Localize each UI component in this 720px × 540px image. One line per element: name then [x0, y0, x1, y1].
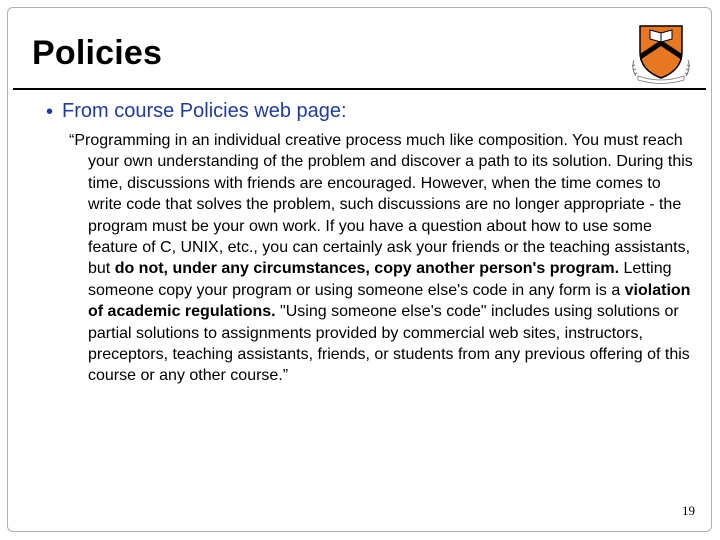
- page-number: 19: [682, 503, 695, 518]
- quote-emphasis: do not, under any circumstances, copy another person's program.: [114, 260, 620, 278]
- bullet-text: From course Policies web page:: [62, 100, 347, 122]
- policy-quote: [69, 130, 694, 387]
- quote-text: Letting someone copy your program or using someone else's code in any form is a: [88, 260, 672, 299]
- slide-title: Policies: [32, 34, 163, 72]
- quote-text: “Programming in an individual creative process much like composition. You must reach your own understanding of the problem and discover a path to its solution. During this time, discussions with friends are encouraged. However, when the time comes to write code that solves the problem, such discussions are no longer appropriate - the program must be your own work. If you have a question about how to use some feature of C, UNIX, etc., you can certainly ask your friends or the teaching assistants, but: [69, 132, 693, 278]
- princeton-shield-logo: [628, 20, 694, 84]
- title-divider: [13, 88, 706, 90]
- bullet-marker: •: [46, 101, 54, 123]
- quote-emphasis: violation of academic regulations.: [88, 281, 691, 321]
- quote-text: "Using someone else's code" includes using solutions or partial solutions to assignments provided by commercial web sites, instructors, preceptors, teaching assistants, friends, or students from any previous offering of this course or any other course.”: [88, 303, 690, 385]
